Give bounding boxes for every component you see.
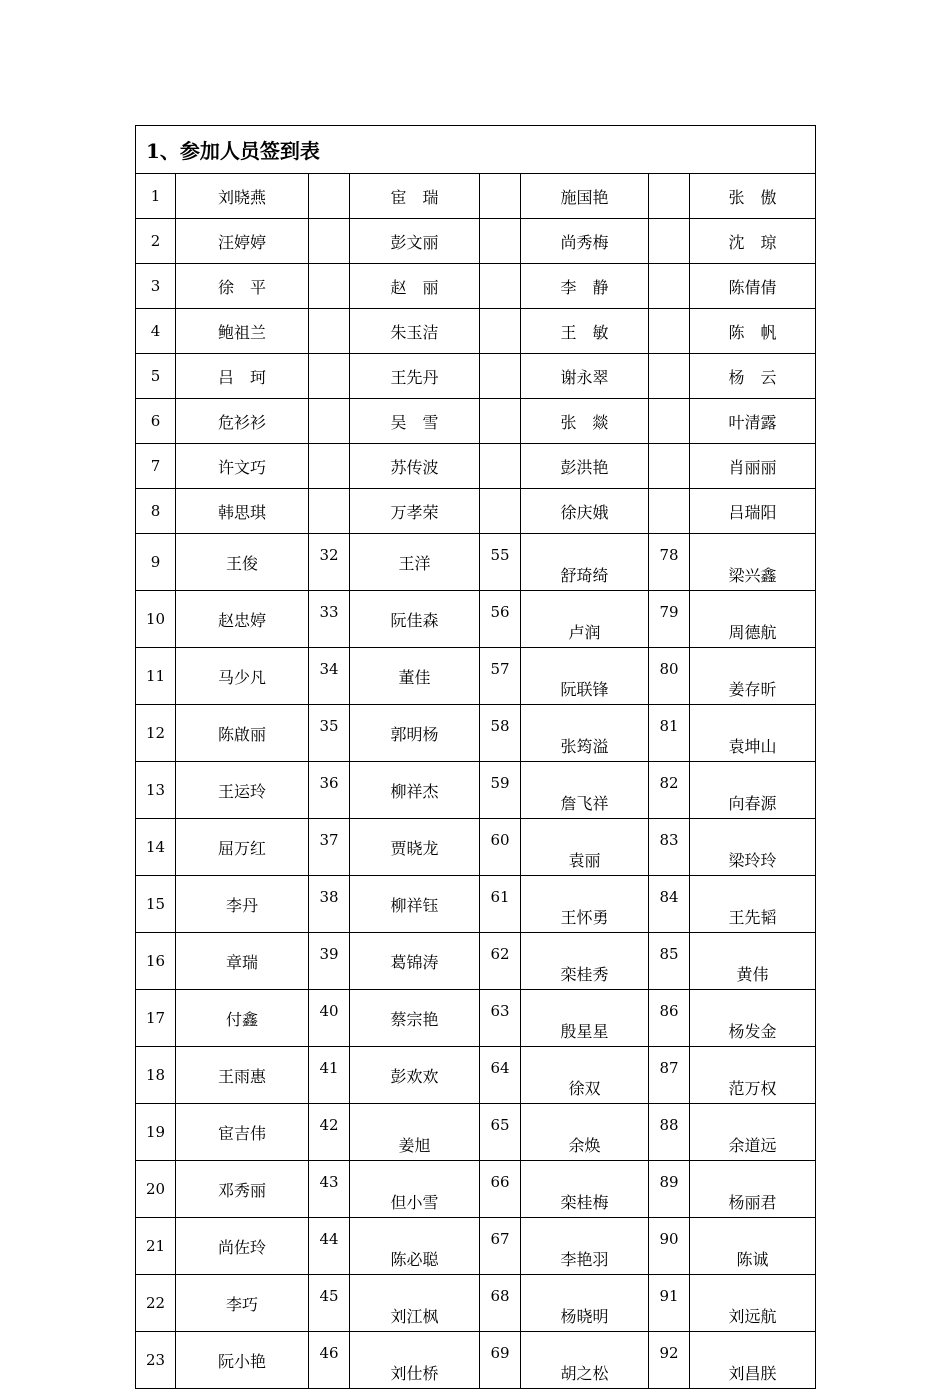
seq-number-cell: 62 [480,933,521,990]
seq-number-cell [480,174,521,219]
seq-number-cell: 65 [480,1104,521,1161]
seq-number-cell [480,489,521,534]
name-cell: 宦 瑞 [350,174,480,219]
name-cell: 彭文丽 [350,219,480,264]
name-cell: 阮小艳 [176,1332,309,1389]
name-cell: 陈必聪 [350,1218,480,1275]
seq-number-cell: 11 [136,648,176,705]
name-cell: 詹飞祥 [521,762,649,819]
seq-number-cell [649,444,690,489]
name-cell: 王怀勇 [521,876,649,933]
table-row [136,648,816,705]
seq-number-cell: 2 [136,219,176,264]
table-row [136,1047,816,1104]
name-cell: 吕 珂 [176,354,309,399]
table-row [136,174,816,219]
name-cell: 范万权 [690,1047,816,1104]
name-cell: 章瑞 [176,933,309,990]
table-row [136,444,816,489]
name-cell: 李丹 [176,876,309,933]
name-cell: 王雨惠 [176,1047,309,1104]
name-cell: 彭洪艳 [521,444,649,489]
name-cell: 彭欢欢 [350,1047,480,1104]
name-cell: 吴 雪 [350,399,480,444]
seq-number-cell: 92 [649,1332,690,1389]
name-cell: 谢永翠 [521,354,649,399]
name-cell: 栾桂秀 [521,933,649,990]
seq-number-cell: 78 [649,534,690,591]
attendance-table [135,125,816,1389]
seq-number-cell: 22 [136,1275,176,1332]
seq-number-cell [309,399,350,444]
seq-number-cell: 55 [480,534,521,591]
seq-number-cell [480,309,521,354]
seq-number-cell: 85 [649,933,690,990]
seq-number-cell: 43 [309,1161,350,1218]
seq-number-cell: 13 [136,762,176,819]
seq-number-cell: 23 [136,1332,176,1389]
table-row [136,705,816,762]
seq-number-cell: 4 [136,309,176,354]
seq-number-cell [480,399,521,444]
table-row [136,933,816,990]
table-row [136,990,816,1047]
seq-number-cell: 90 [649,1218,690,1275]
name-cell: 杨晓明 [521,1275,649,1332]
name-cell: 尚佐玲 [176,1218,309,1275]
name-cell: 汪婷婷 [176,219,309,264]
name-cell: 肖丽丽 [690,444,816,489]
name-cell: 黄伟 [690,933,816,990]
seq-number-cell [649,399,690,444]
seq-number-cell [309,309,350,354]
seq-number-cell: 17 [136,990,176,1047]
seq-number-cell: 84 [649,876,690,933]
seq-number-cell [309,489,350,534]
seq-number-cell: 40 [309,990,350,1047]
seq-number-cell: 8 [136,489,176,534]
seq-number-cell: 64 [480,1047,521,1104]
name-cell: 胡之松 [521,1332,649,1389]
table-row [136,1161,816,1218]
name-cell: 刘远航 [690,1275,816,1332]
name-cell: 万孝荣 [350,489,480,534]
seq-number-cell [309,219,350,264]
name-cell: 沈 琼 [690,219,816,264]
name-cell: 刘晓燕 [176,174,309,219]
name-cell: 杨丽君 [690,1161,816,1218]
seq-number-cell [649,174,690,219]
seq-number-cell: 82 [649,762,690,819]
sign-in-sheet [135,125,815,1389]
name-cell: 徐 平 [176,264,309,309]
table-row [136,264,816,309]
name-cell: 付鑫 [176,990,309,1047]
seq-number-cell: 63 [480,990,521,1047]
name-cell: 李艳羽 [521,1218,649,1275]
seq-number-cell: 83 [649,819,690,876]
name-cell: 陈啟丽 [176,705,309,762]
seq-number-cell: 87 [649,1047,690,1104]
name-cell: 袁坤山 [690,705,816,762]
name-cell: 朱玉洁 [350,309,480,354]
seq-number-cell: 20 [136,1161,176,1218]
seq-number-cell: 57 [480,648,521,705]
seq-number-cell [480,219,521,264]
seq-number-cell: 44 [309,1218,350,1275]
seq-number-cell: 80 [649,648,690,705]
name-cell: 陈诚 [690,1218,816,1275]
name-cell: 蔡宗艳 [350,990,480,1047]
name-cell: 徐庆娥 [521,489,649,534]
seq-number-cell [309,264,350,309]
seq-number-cell: 42 [309,1104,350,1161]
name-cell: 吕瑞阳 [690,489,816,534]
seq-number-cell: 59 [480,762,521,819]
name-cell: 葛锦涛 [350,933,480,990]
name-cell: 舒琦绮 [521,534,649,591]
seq-number-cell [649,309,690,354]
name-cell: 董佳 [350,648,480,705]
table-row [136,819,816,876]
name-cell: 王先丹 [350,354,480,399]
name-cell: 张 傲 [690,174,816,219]
table-row [136,876,816,933]
title-row [136,126,816,174]
name-cell: 施国艳 [521,174,649,219]
seq-number-cell [649,219,690,264]
name-cell: 赵忠婷 [176,591,309,648]
seq-number-cell [309,444,350,489]
name-cell: 袁丽 [521,819,649,876]
name-cell: 向春源 [690,762,816,819]
seq-number-cell: 32 [309,534,350,591]
seq-number-cell: 37 [309,819,350,876]
seq-number-cell: 66 [480,1161,521,1218]
table-row [136,591,816,648]
seq-number-cell: 5 [136,354,176,399]
seq-number-cell [649,264,690,309]
name-cell: 赵 丽 [350,264,480,309]
seq-number-cell: 21 [136,1218,176,1275]
table-row [136,1104,816,1161]
seq-number-cell: 58 [480,705,521,762]
name-cell: 余道远 [690,1104,816,1161]
seq-number-cell: 86 [649,990,690,1047]
seq-number-cell: 9 [136,534,176,591]
name-cell: 刘仕桥 [350,1332,480,1389]
seq-number-cell: 16 [136,933,176,990]
table-row [136,219,816,264]
name-cell: 邓秀丽 [176,1161,309,1218]
seq-number-cell: 69 [480,1332,521,1389]
name-cell: 郭明杨 [350,705,480,762]
seq-number-cell [480,354,521,399]
seq-number-cell: 7 [136,444,176,489]
seq-number-cell [480,444,521,489]
name-cell: 许文巧 [176,444,309,489]
name-cell: 梁玲玲 [690,819,816,876]
seq-number-cell: 35 [309,705,350,762]
seq-number-cell: 46 [309,1332,350,1389]
seq-number-cell: 67 [480,1218,521,1275]
name-cell: 余焕 [521,1104,649,1161]
name-cell: 陈倩倩 [690,264,816,309]
name-cell: 姜旭 [350,1104,480,1161]
seq-number-cell [309,354,350,399]
name-cell: 张筠溢 [521,705,649,762]
seq-number-cell: 10 [136,591,176,648]
seq-number-cell [649,489,690,534]
seq-number-cell: 60 [480,819,521,876]
seq-number-cell: 79 [649,591,690,648]
name-cell: 马少凡 [176,648,309,705]
name-cell: 屈万红 [176,819,309,876]
seq-number-cell: 56 [480,591,521,648]
seq-number-cell: 91 [649,1275,690,1332]
name-cell: 王俊 [176,534,309,591]
name-cell: 危衫衫 [176,399,309,444]
table-row [136,489,816,534]
name-cell: 王先韬 [690,876,816,933]
seq-number-cell: 68 [480,1275,521,1332]
seq-number-cell: 18 [136,1047,176,1104]
table-row [136,1218,816,1275]
name-cell: 杨发金 [690,990,816,1047]
table-row [136,309,816,354]
seq-number-cell: 38 [309,876,350,933]
name-cell: 阮佳森 [350,591,480,648]
seq-number-cell: 39 [309,933,350,990]
table-row [136,1332,816,1389]
seq-number-cell: 14 [136,819,176,876]
seq-number-cell: 36 [309,762,350,819]
seq-number-cell: 88 [649,1104,690,1161]
name-cell: 李巧 [176,1275,309,1332]
name-cell: 尚秀梅 [521,219,649,264]
seq-number-cell: 3 [136,264,176,309]
seq-number-cell: 41 [309,1047,350,1104]
seq-number-cell [480,264,521,309]
table-title: 1、参加人员签到表 [136,126,816,174]
name-cell: 姜存昕 [690,648,816,705]
name-cell: 鲍祖兰 [176,309,309,354]
name-cell: 柳祥杰 [350,762,480,819]
seq-number-cell: 33 [309,591,350,648]
table-row [136,534,816,591]
name-cell: 王运玲 [176,762,309,819]
table-row [136,399,816,444]
name-cell: 王 敏 [521,309,649,354]
name-cell: 栾桂梅 [521,1161,649,1218]
name-cell: 刘江枫 [350,1275,480,1332]
name-cell: 杨 云 [690,354,816,399]
seq-number-cell: 81 [649,705,690,762]
seq-number-cell: 15 [136,876,176,933]
name-cell: 卢润 [521,591,649,648]
name-cell: 贾晓龙 [350,819,480,876]
seq-number-cell: 34 [309,648,350,705]
name-cell: 张 燚 [521,399,649,444]
seq-number-cell [649,354,690,399]
table-row [136,762,816,819]
name-cell: 但小雪 [350,1161,480,1218]
seq-number-cell: 19 [136,1104,176,1161]
table-row [136,354,816,399]
seq-number-cell: 45 [309,1275,350,1332]
name-cell: 周德航 [690,591,816,648]
seq-number-cell [309,174,350,219]
name-cell: 阮联锋 [521,648,649,705]
name-cell: 徐双 [521,1047,649,1104]
name-cell: 柳祥钰 [350,876,480,933]
name-cell: 殷星星 [521,990,649,1047]
table-row [136,1275,816,1332]
name-cell: 苏传波 [350,444,480,489]
name-cell: 宦吉伟 [176,1104,309,1161]
name-cell: 陈 帆 [690,309,816,354]
seq-number-cell: 1 [136,174,176,219]
seq-number-cell: 12 [136,705,176,762]
seq-number-cell: 6 [136,399,176,444]
seq-number-cell: 61 [480,876,521,933]
name-cell: 梁兴鑫 [690,534,816,591]
name-cell: 韩思琪 [176,489,309,534]
name-cell: 王洋 [350,534,480,591]
seq-number-cell: 89 [649,1161,690,1218]
name-cell: 刘昌朕 [690,1332,816,1389]
name-cell: 叶清露 [690,399,816,444]
name-cell: 李 静 [521,264,649,309]
